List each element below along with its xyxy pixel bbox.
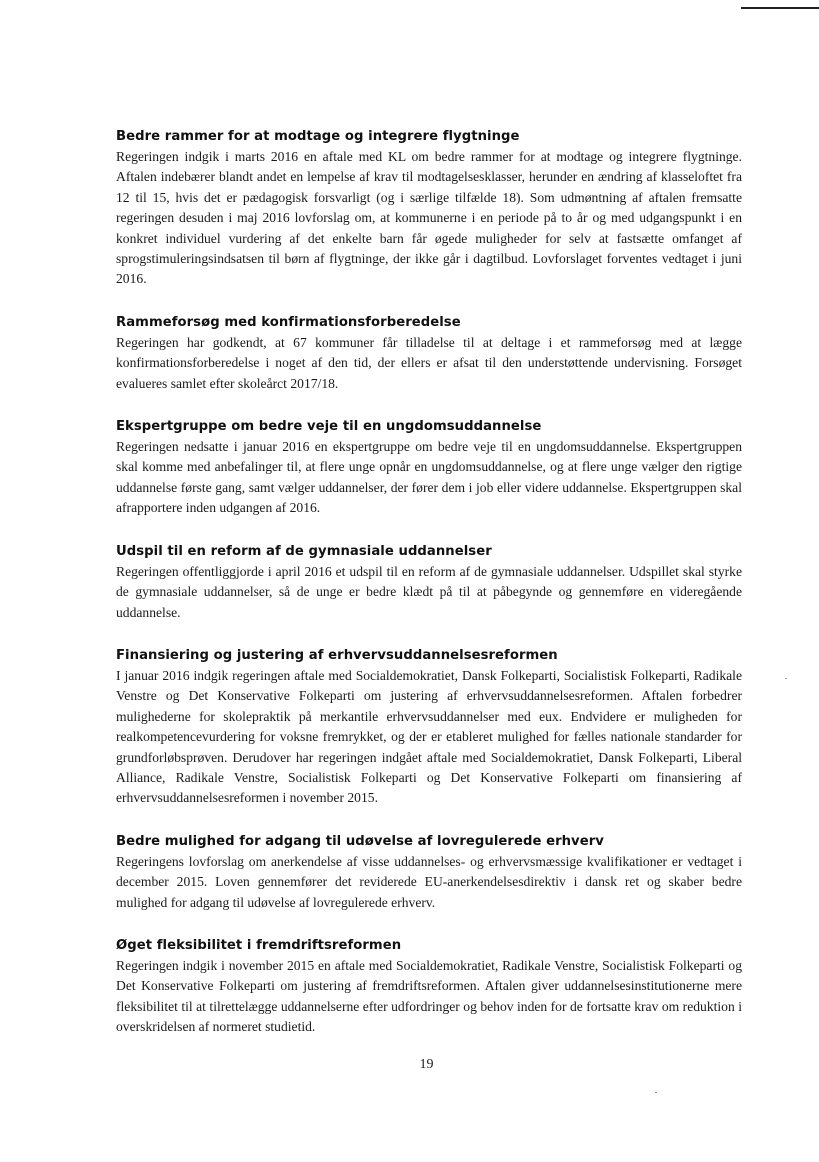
scan-speck bbox=[655, 1092, 657, 1093]
section-fremdriftsreformen bbox=[116, 937, 742, 1038]
section-ekspertgruppe bbox=[116, 418, 742, 519]
section-paragraph: Regeringen har godkendt, at 67 kommuner får tilladelse til at deltage i et rammeforsøg med at lægge konfirmationsforberedelse i noget af den tid, der ellers er afsat til den understøttende undervisning. Forsøget evalueres samlet efter skoleårct 2017/18. bbox=[116, 334, 742, 391]
document-body bbox=[116, 128, 742, 1062]
scan-edge-line bbox=[741, 7, 819, 9]
section-paragraph: Regeringen offentliggjorde i april 2016 et udspil til en reform af de gymnasiale uddannelser. Udspillet skal styrke de gymnasiale uddannelser, så de unge er bedre klædt på til at påbegynde og gennemføre en videregående uddannelse. bbox=[116, 563, 742, 620]
section-paragraph: I januar 2016 indgik regeringen aftale med Socialdemokratiet, Dansk Folkeparti, Socialistisk Folkeparti, Radikale Venstre og Det Konservative Folkeparti om justering af erhvervsuddannelsesreformen. Aftalen forbedrer mulighederne for skolepraktik på merkantile erhvervsuddannelser med eux. Endvidere er muligheden for realkompetencevurdering for voksne fremrykket, og der er etableret mulighed for fælles nationale standarder for grundforløbsprøven. Derudover har regeringen indgået aftale med Socialdemokratiet, Dansk Folkeparti, Liberal Alliance, Radikale Venstre, Socialistisk Folkeparti og Det Konservative Folkeparti om finansiering af erhvervsuddannelsesreformen i november 2015. bbox=[116, 667, 742, 806]
section-paragraph: Regeringen nedsatte i januar 2016 en ekspertgruppe om bedre veje til en ungdomsuddannelse. Ekspertgruppen skal komme med anbefalinger til, at flere unge opnår en ungdomsuddannelse, og at flere unge vælger den rigtige uddannelse første gang, samt vælger uddannelser, der fører dem i job eller videre uddannelse. Ekspertgruppen skal afrapportere inden udgangen af 2016. bbox=[116, 439, 742, 516]
section-heading: Finansiering og justering af erhvervsuddannelsesreformen bbox=[116, 647, 558, 663]
section-heading: Bedre rammer for at modtage og integrere flygtninge bbox=[116, 129, 520, 144]
scan-speck bbox=[785, 678, 787, 679]
section-lovregulerede-erhverv bbox=[116, 833, 742, 913]
section-paragraph: Regeringen indgik i marts 2016 en aftale med KL om bedre rammer for at modtage og integrere flygtninge. Aftalen indebærer blandt andet en lempelse af krav til modtagelsesklasser, herunder en ændring af klasseloftet fra 12 til 15, hvis det er pædagogisk forsvarligt (og i særlige tilfælde 18). Som udmøntning af aftalen fremsatte regeringen desuden i maj 2016 lovforslag om, at kommunerne i en periode på to år og med udgangspunkt i en konkret individuel vurdering af det enkelte barn får øgede muligheder for selv at fastsætte omfanget af sprogstimuleringsindsatsen til børn af flygtninge, der ikke går i dagtilbud. Lovforslaget forventes vedtaget i juni 2016. bbox=[116, 149, 742, 287]
page-number: 19 bbox=[419, 1057, 434, 1072]
section-flygtninge bbox=[116, 128, 742, 290]
section-heading: Bedre mulighed for adgang til udøvelse af lovregulerede erhverv bbox=[116, 833, 604, 849]
section-heading: Udspil til en reform af de gymnasiale uddannelser bbox=[116, 543, 492, 559]
section-heading: Ekspertgruppe om bedre veje til en ungdomsuddannelse bbox=[116, 419, 542, 435]
section-heading: Øget fleksibilitet i fremdriftsreformen bbox=[116, 937, 402, 953]
section-gymnasiale bbox=[116, 543, 742, 623]
section-paragraph: Regeringens lovforslag om anerkendelse af visse uddannelses- og erhvervsmæssige kvalifikationer er vedtaget i december 2015. Loven gennemfører det reviderede EU-anerkendelsesdirektiv i dansk ret og skaber bedre mulighed for adgang til udøvelse af lovregulerede erhverv. bbox=[116, 853, 742, 910]
section-paragraph: Regeringen indgik i november 2015 en aftale med Socialdemokratiet, Radikale Venstre, Socialistisk Folkeparti og Det Konservative Folkeparti om justering af fremdriftsreformen. Aftalen giver uddannelsesinstitutionerne mere fleksibilitet til at tilrettelægge uddannelserne efter udfordringer og behov inden for de fortsatte krav om reduktion i overskridelsen af normeret studietid. bbox=[116, 957, 742, 1035]
section-erhvervsuddannelse bbox=[116, 647, 742, 809]
section-konfirmation bbox=[116, 314, 742, 394]
section-heading: Rammeforsøg med konfirmationsforberedelse bbox=[116, 314, 461, 330]
